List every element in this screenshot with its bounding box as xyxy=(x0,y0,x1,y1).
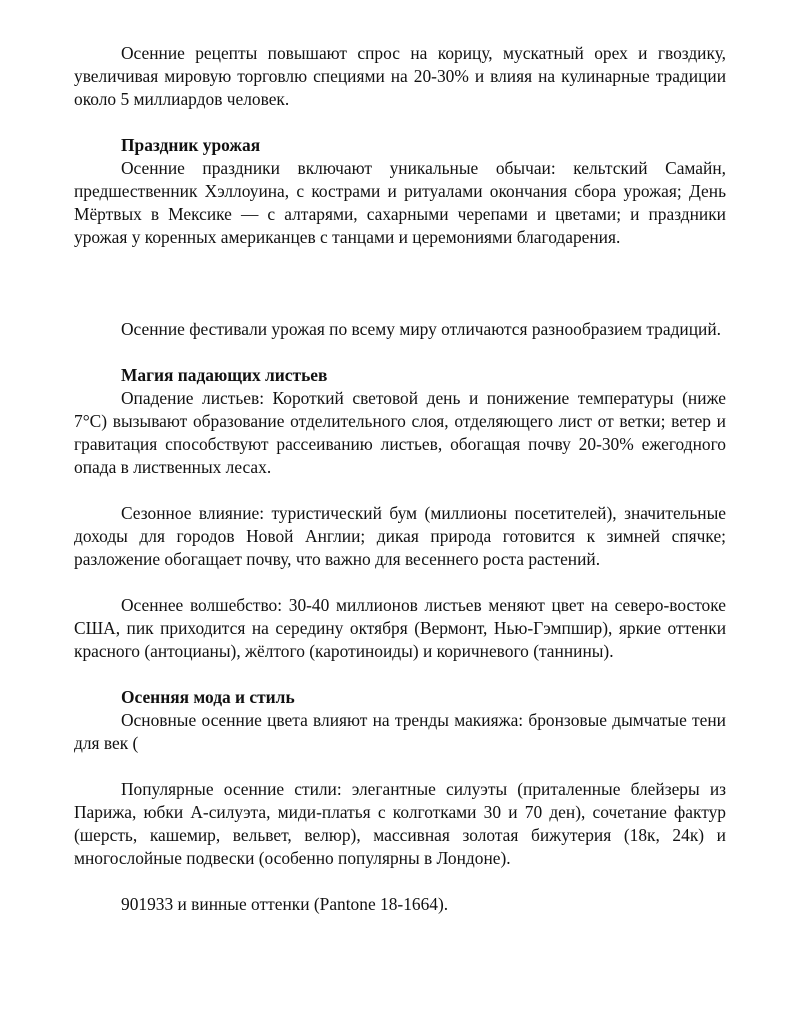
paragraph-leaf-fall: Опадение листьев: Короткий световой день и понижение температуры (ниже 7°C) вызывают образование отделительного слоя, отделяющего лист от ветки; ветер и гравитация способствуют рассеиванию листьев, обогащая почву 20-30% ежегодного опада в лиственных лесах. xyxy=(74,388,726,477)
paragraph-seasonal-impact: Сезонное влияние: туристический бум (миллионы посетителей), значительные доходы для городов Новой Англии; дикая природа готовится к зимней спячке; разложение обогащает почву, что важно для весеннего роста растений. xyxy=(74,503,726,569)
paragraph-pantone: 901933 и винные оттенки (Pantone 18-1664). xyxy=(121,894,449,914)
document-page xyxy=(74,42,726,916)
paragraph-popular-styles: Популярные осенние стили: элегантные силуэты (приталенные блейзеры из Парижа, юбки А-силуэта, миди-платья с колготками 30 и 70 ден), сочетание фактур (шерсть, кашемир, вельвет, велюр), массивная золотая бижутерия (18к, 24к) и многослойные подвески (особенно популярны в Лондоне). xyxy=(74,779,726,868)
paragraph-holidays: Осенние праздники включают уникальные обычаи: кельтский Самайн, предшественник Хэллоуина, с кострами и ритуалами окончания сбора урожая; День Мёртвых в Мексике — с алтарями, сахарными черепами и цветами; и праздники урожая у коренных американцев с танцами и церемониями благодарения. xyxy=(74,158,726,247)
heading-falling-leaves: Магия падающих листьев xyxy=(121,365,328,385)
paragraph-autumn-magic: Осеннее волшебство: 30-40 миллионов листьев меняют цвет на северо-востоке США, пик приходится на середину октября (Вермонт, Нью-Гэмпшир), яркие оттенки красного (антоцианы), жёлтого (каротиноиды) и коричневого (таннины). xyxy=(74,595,726,661)
paragraph-festivals: Осенние фестивали урожая по всему миру отличаются разнообразием традиций. xyxy=(121,319,722,339)
heading-autumn-fashion: Осенняя мода и стиль xyxy=(121,687,295,707)
paragraph-autumn-colors: Основные осенние цвета влияют на тренды макияжа: бронзовые дымчатые тени для век ( xyxy=(74,710,726,753)
heading-harvest-festival: Праздник урожая xyxy=(121,135,261,155)
paragraph-spices: Осенние рецепты повышают спрос на корицу, мускатный орех и гвоздику, увеличивая мировую торговлю специями на 20-30% и влияя на кулинарные традиции около 5 миллиардов человек. xyxy=(74,43,726,109)
